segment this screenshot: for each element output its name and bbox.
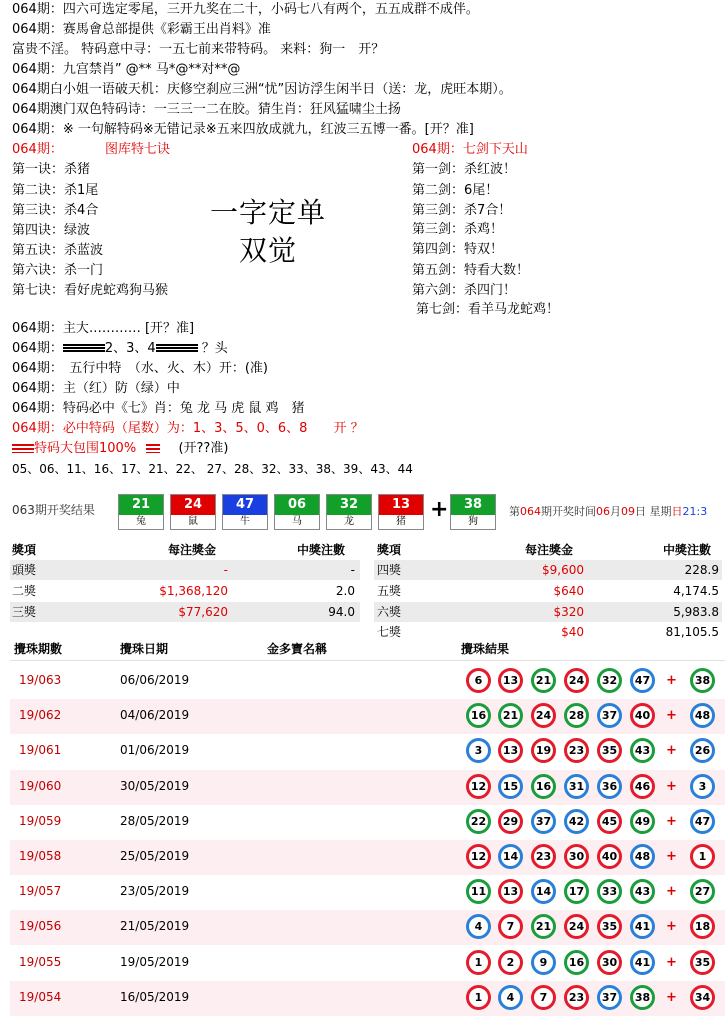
lottery-ball: 24 bbox=[564, 668, 589, 693]
tou-line bbox=[12, 340, 228, 358]
prize-header: 中獎注數 bbox=[297, 543, 346, 557]
lottery-ball: 40 bbox=[630, 703, 655, 728]
jue-item: 第六诀：杀一门 bbox=[12, 263, 104, 278]
lottery-ball: 28 bbox=[564, 703, 589, 728]
jian-item: 第二剑：6尾！ bbox=[412, 183, 499, 198]
prize-name: 七獎 bbox=[377, 625, 402, 639]
prize-name: 六獎 bbox=[377, 605, 402, 619]
jian-item: 第四剑：特双！ bbox=[412, 242, 504, 257]
jian-item: 第三剑：杀鸡！ bbox=[412, 222, 504, 237]
plus-sign: + bbox=[666, 990, 677, 1005]
prize-count: 4,174.5 bbox=[673, 584, 719, 598]
special-ball: 38 bbox=[690, 668, 715, 693]
lottery-ball: 13 bbox=[498, 668, 523, 693]
prize-header: 每注獎金 bbox=[525, 543, 574, 557]
baowei-text: 特码大包围100% bbox=[34, 441, 137, 456]
plus-sign: + bbox=[666, 955, 677, 970]
plus-sign: + bbox=[666, 708, 677, 723]
baowei-kai: (开??准) bbox=[178, 441, 229, 456]
history-period: 19/055 bbox=[19, 955, 62, 969]
history-date: 21/05/2019 bbox=[120, 919, 190, 933]
prize-count: 228.9 bbox=[684, 563, 719, 577]
info-line-5: 064期白小姐一语破天机：庆修空刹应三洲“忧”因访浮生闲半日（送：龙，虎旺本期）。 bbox=[12, 82, 512, 97]
lottery-ball: 24 bbox=[531, 703, 556, 728]
prize-amount: $320 bbox=[553, 605, 584, 619]
lottery-ball: 36 bbox=[597, 774, 622, 799]
prize-header: 中獎注數 bbox=[663, 543, 712, 557]
number-list: 05、06、11、16、17、21、22、 27、28、32、33、38、39、43、44 bbox=[12, 462, 413, 476]
history-period: 19/061 bbox=[19, 743, 62, 757]
lottery-ball: 7 bbox=[498, 914, 523, 939]
weishu-line: 064期：必中特码（尾数）为：1、3、5、0、6、8 开 ？ bbox=[12, 421, 364, 436]
lottery-ball: 1 bbox=[466, 950, 491, 975]
lottery-ball: 14 bbox=[498, 844, 523, 869]
jue-item: 第七诀：看好虎蛇鸡狗马猴 bbox=[12, 283, 169, 298]
lottery-ball: 33 bbox=[597, 879, 622, 904]
plus-sign: + bbox=[666, 779, 677, 794]
special-ball: 26 bbox=[690, 738, 715, 763]
prize-header: 獎項 bbox=[12, 543, 37, 557]
history-row bbox=[10, 770, 725, 805]
next-draw-info: 第064期开奖时间06月09日 星期日21:3 bbox=[509, 505, 708, 518]
history-date: 06/06/2019 bbox=[120, 673, 190, 687]
jue-item: 第四诀：绿波 bbox=[12, 223, 91, 238]
lottery-ball: 1 bbox=[466, 985, 491, 1010]
lottery-ball: 17 bbox=[564, 879, 589, 904]
jue-header-period: 064期： bbox=[12, 142, 63, 157]
info-line-4: 064期：九宫禁肖” @** 马*@**对**@ bbox=[12, 62, 241, 77]
lottery-ball: 37 bbox=[597, 985, 622, 1010]
lottery-ball: 37 bbox=[531, 809, 556, 834]
jue-item: 第三诀：杀4合 bbox=[12, 203, 99, 218]
history-header-name: 金多寶名稱 bbox=[267, 642, 328, 656]
lottery-ball: 16 bbox=[466, 703, 491, 728]
draw-ball: 13 猪 bbox=[378, 494, 424, 530]
history-divider bbox=[10, 660, 725, 661]
history-row bbox=[10, 910, 725, 945]
history-date: 01/06/2019 bbox=[120, 743, 190, 757]
draw-label: 063期开奖结果 bbox=[12, 503, 95, 517]
history-date: 16/05/2019 bbox=[120, 990, 190, 1004]
decor-bar bbox=[146, 444, 160, 453]
lottery-ball: 23 bbox=[531, 844, 556, 869]
history-row bbox=[10, 840, 725, 875]
history-period: 19/059 bbox=[19, 814, 62, 828]
history-period: 19/056 bbox=[19, 919, 62, 933]
lottery-ball: 32 bbox=[597, 668, 622, 693]
lottery-ball: 2 bbox=[498, 950, 523, 975]
prize-name: 五獎 bbox=[377, 584, 402, 598]
special-ball: 27 bbox=[690, 879, 715, 904]
lottery-ball: 43 bbox=[630, 738, 655, 763]
special-ball: 48 bbox=[690, 703, 715, 728]
info-line-7: 064期：※ 一句解特码※无错记录※五来四放成就九，红波三五博一番。[开？准] bbox=[12, 122, 474, 137]
jue-item: 第一诀：杀猪 bbox=[12, 162, 91, 177]
lottery-ball: 37 bbox=[597, 703, 622, 728]
draw-ball: 24 鼠 bbox=[170, 494, 216, 530]
center-big-text: 一字定单双觉 bbox=[209, 196, 326, 267]
info-line-1: 064期：四六可选定零尾，三开九奖在二十，小码七八有两个，五五成群不成伴。 bbox=[12, 2, 479, 17]
draw-special-ball: 38 狗 bbox=[450, 494, 496, 530]
lottery-ball: 4 bbox=[498, 985, 523, 1010]
lottery-ball: 41 bbox=[630, 950, 655, 975]
lottery-ball: 23 bbox=[564, 738, 589, 763]
history-header-result: 攪珠結果 bbox=[461, 642, 510, 656]
lottery-ball: 42 bbox=[564, 809, 589, 834]
special-ball: 18 bbox=[690, 914, 715, 939]
history-period: 19/063 bbox=[19, 673, 62, 687]
lottery-ball: 12 bbox=[466, 844, 491, 869]
lottery-ball: 21 bbox=[531, 914, 556, 939]
lottery-ball: 41 bbox=[630, 914, 655, 939]
lottery-ball: 16 bbox=[531, 774, 556, 799]
prize-row bbox=[10, 560, 360, 580]
decor-bar bbox=[12, 444, 34, 453]
history-date: 30/05/2019 bbox=[120, 779, 190, 793]
prize-count: 94.0 bbox=[328, 605, 355, 619]
draw-ball: 32 龙 bbox=[326, 494, 372, 530]
lottery-ball: 43 bbox=[630, 879, 655, 904]
jue-item: 第二诀：杀1尾 bbox=[12, 183, 99, 198]
history-period: 19/062 bbox=[19, 708, 62, 722]
jue-header bbox=[12, 141, 170, 159]
lottery-ball: 16 bbox=[564, 950, 589, 975]
lottery-ball: 30 bbox=[564, 844, 589, 869]
history-row bbox=[10, 734, 725, 769]
lottery-ball: 23 bbox=[564, 985, 589, 1010]
jian-item: 第一剑：杀红波！ bbox=[412, 162, 517, 177]
prize-amount: $640 bbox=[553, 584, 584, 598]
tema-xiao-line: 064期：特码必中《七》肖：兔 龙 马 虎 鼠 鸡 猪 bbox=[12, 401, 305, 416]
prize-count: 5,983.8 bbox=[673, 605, 719, 619]
plus-sign: + bbox=[666, 884, 677, 899]
jian-item: 第七剑：看羊马龙蛇鸡！ bbox=[416, 302, 560, 317]
lottery-ball: 45 bbox=[597, 809, 622, 834]
zhufang-line: 064期：主（红）防（绿）中 bbox=[12, 381, 180, 396]
lottery-ball: 29 bbox=[498, 809, 523, 834]
lottery-ball: 47 bbox=[630, 668, 655, 693]
tou-nums: 2、3、4 bbox=[104, 341, 156, 356]
lottery-ball: 21 bbox=[531, 668, 556, 693]
jian-item: 第五剑：特看大数！ bbox=[412, 263, 530, 278]
lottery-ball: 15 bbox=[498, 774, 523, 799]
prize-name: 二獎 bbox=[12, 584, 37, 598]
history-row bbox=[10, 699, 725, 734]
lottery-ball: 49 bbox=[630, 809, 655, 834]
draw-ball: 47 牛 bbox=[222, 494, 268, 530]
info-line-6: 064期澳门双色特码诗：一三三一二在胶。猜生肖：狂风猛啸尘土扬 bbox=[12, 102, 401, 117]
prize-name: 頭獎 bbox=[12, 563, 37, 577]
wuxing-line: 064期： 五行中特 （水、火、木）开：(准) bbox=[12, 361, 268, 376]
lottery-ball: 31 bbox=[564, 774, 589, 799]
lottery-ball: 38 bbox=[630, 985, 655, 1010]
lottery-ball: 6 bbox=[466, 668, 491, 693]
history-date: 28/05/2019 bbox=[120, 814, 190, 828]
draw-plus: + bbox=[430, 497, 449, 522]
history-period: 19/060 bbox=[19, 779, 62, 793]
prize-amount: $40 bbox=[561, 625, 584, 639]
plus-sign: + bbox=[666, 849, 677, 864]
lottery-ball: 13 bbox=[498, 738, 523, 763]
jue-header-title: 图库特七诀 bbox=[104, 142, 170, 157]
jue-item: 第五诀：杀蓝波 bbox=[12, 243, 104, 258]
prize-amount: - bbox=[223, 563, 228, 577]
history-date: 19/05/2019 bbox=[120, 955, 190, 969]
lottery-ball: 35 bbox=[597, 738, 622, 763]
jian-item: 第三剑：杀7合！ bbox=[412, 203, 512, 218]
special-ball: 3 bbox=[690, 774, 715, 799]
history-period: 19/058 bbox=[19, 849, 62, 863]
special-ball: 35 bbox=[690, 950, 715, 975]
history-row bbox=[10, 805, 725, 840]
history-period: 19/054 bbox=[19, 990, 62, 1004]
tou-prefix: 064期： bbox=[12, 341, 63, 356]
lottery-ball: 4 bbox=[466, 914, 491, 939]
lottery-ball: 13 bbox=[498, 879, 523, 904]
prize-count: 2.0 bbox=[335, 584, 355, 598]
lottery-ball: 7 bbox=[531, 985, 556, 1010]
lottery-ball: 48 bbox=[630, 844, 655, 869]
lottery-ball: 30 bbox=[597, 950, 622, 975]
history-row bbox=[10, 664, 725, 699]
info-line-2: 064期：赛馬會总部提供《彩霸王出肖料》准 bbox=[12, 22, 271, 37]
plus-sign: + bbox=[666, 743, 677, 758]
decor-bar bbox=[156, 344, 198, 353]
lottery-ball: 19 bbox=[531, 738, 556, 763]
history-row bbox=[10, 875, 725, 910]
prize-name: 四獎 bbox=[377, 563, 402, 577]
prize-header: 每注獎金 bbox=[168, 543, 217, 557]
jian-header: 064期：七剑下天山 bbox=[412, 142, 528, 157]
special-ball: 47 bbox=[690, 809, 715, 834]
draw-ball: 21 兔 bbox=[118, 494, 164, 530]
special-ball: 1 bbox=[690, 844, 715, 869]
lottery-ball: 9 bbox=[531, 950, 556, 975]
lottery-ball: 22 bbox=[466, 809, 491, 834]
lottery-ball: 40 bbox=[597, 844, 622, 869]
jian-item: 第六剑：杀四门！ bbox=[412, 283, 517, 298]
lottery-ball: 11 bbox=[466, 879, 491, 904]
history-header-period: 攪珠期數 bbox=[14, 642, 63, 656]
info-line-3: 富贵不淫。 特码意中寻：一五七前来带特码。 来料：狗一 开？ bbox=[12, 42, 385, 57]
history-period: 19/057 bbox=[19, 884, 62, 898]
draw-result-bar bbox=[0, 489, 725, 535]
prize-count: - bbox=[350, 563, 355, 577]
lottery-ball: 21 bbox=[498, 703, 523, 728]
lottery-ball: 35 bbox=[597, 914, 622, 939]
lottery-ball: 12 bbox=[466, 774, 491, 799]
prize-amount: $1,368,120 bbox=[159, 584, 228, 598]
history-date: 25/05/2019 bbox=[120, 849, 190, 863]
tou-suffix: ？头 bbox=[201, 341, 228, 356]
zhuda-line: 064期：主大………… [开？准] bbox=[12, 321, 195, 336]
lottery-ball: 46 bbox=[630, 774, 655, 799]
history-date: 23/05/2019 bbox=[120, 884, 190, 898]
prize-name: 三獎 bbox=[12, 605, 37, 619]
plus-sign: + bbox=[666, 673, 677, 688]
lottery-ball: 14 bbox=[531, 879, 556, 904]
history-row bbox=[10, 981, 725, 1016]
prize-row bbox=[374, 602, 722, 622]
prize-amount: $9,600 bbox=[542, 563, 584, 577]
plus-sign: + bbox=[666, 919, 677, 934]
lottery-ball: 24 bbox=[564, 914, 589, 939]
draw-ball: 06 马 bbox=[274, 494, 320, 530]
special-ball: 34 bbox=[690, 985, 715, 1010]
lottery-ball: 3 bbox=[466, 738, 491, 763]
decor-bar bbox=[63, 344, 105, 353]
prize-amount: $77,620 bbox=[178, 605, 228, 619]
prize-header: 獎項 bbox=[377, 543, 402, 557]
plus-sign: + bbox=[666, 814, 677, 829]
baowei-line bbox=[12, 440, 228, 458]
history-date: 04/06/2019 bbox=[120, 708, 190, 722]
prize-count: 81,105.5 bbox=[665, 625, 719, 639]
history-row bbox=[10, 946, 725, 981]
history-header-date: 攪珠日期 bbox=[120, 642, 169, 656]
